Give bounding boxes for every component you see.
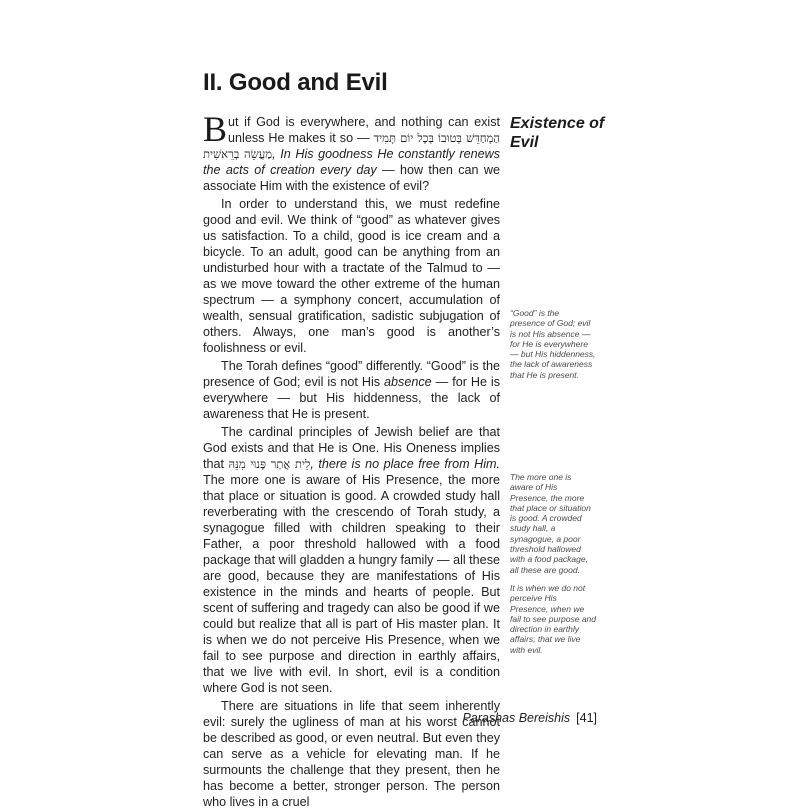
paragraph-1-tail: — how then can we associate Him with the existence of evil? <box>203 163 500 193</box>
page-number: [41] <box>576 711 597 725</box>
phrase-translation: , there is no place free from Him. <box>310 457 500 471</box>
verse-translation: , In His goodness He constantly renews the acts of creation every day <box>203 147 500 177</box>
paragraph-4-part-a: The cardinal principles of Jewish belief are that God exists and that He is One. His Oneness implies that <box>203 425 500 471</box>
body-text-column <box>203 109 501 810</box>
paragraph-3-part-b: — for He is everywhere — but His hiddenness, the lack of awareness that He is present. <box>203 375 501 421</box>
paragraph-1 <box>203 109 500 194</box>
paragraph-1-lead: ut if God is everywhere, and nothing can exist unless He makes it so — <box>228 115 500 145</box>
paragraph-5: There are situations in life that seem inherently evil: surely the ugliness of man at his worst cannot be described as good, or even neutral. But even they can serve as a vehicle for elevating man. If he surmounts the challenge that they present, then he has become a better, stronger person. The person who lives in a cruel <box>203 699 500 809</box>
paragraph-3 <box>203 358 500 422</box>
drop-cap: B <box>203 109 228 149</box>
margin-note-3: It is when we do not perceive His Presence, when we fail to see purpose and direction in earthly affairs, that we live with evil. <box>510 583 597 655</box>
chapter-heading: II. Good and Evil <box>203 69 388 96</box>
page-footer <box>400 710 597 726</box>
margin-heading: Existence of Evil <box>510 115 605 151</box>
paragraph-4 <box>203 424 500 696</box>
margin-note-2: The more one is aware of His Presence, the more that place or situation is good. A crowded study hall, a synagogue, a poor threshold hallowed with a food package, all these are good. <box>510 472 591 575</box>
hebrew-verse: הַמְחַדֵּשׁ בְּטוּבוֹ בְּכָל יוֹם תָּמִיד מַעֲשֵׂה בְרֵאשִׁית <box>203 131 500 161</box>
emphasis-absence: absence <box>384 375 432 389</box>
paragraph-2: In order to understand this, we must redefine good and evil. We think of “good” as whatever gives us satisfaction. To a child, good is ice cream and a bicycle. To an adult, good can be anything from an undisturbed hour with a tractate of the Talmud to — as we move toward the other extreme of the human spectrum — a symphony concert, accumulation of wealth, sensual gratification, sadistic subjugation of others. Always, one man’s good is another’s foolishness or evil. <box>203 197 500 355</box>
paragraph-3-part-a: The Torah defines “good” differently. “Good” is the presence of God; evil is not His <box>203 359 500 389</box>
running-head: Parashas Bereishis <box>462 711 571 725</box>
margin-note-1: “Good” is the presence of God; evil is not His absence — for He is everywhere — but His hiddenness, the lack of awareness that He is present. <box>510 308 596 380</box>
hebrew-phrase: לֵית אֲתַר פָּנוּי מִנֵּהּ <box>228 457 311 471</box>
paragraph-4-part-b: The more one is aware of His Presence, the more that place or situation is good. A crowded study hall reverberating with the crescendo of Torah study, a synagogue filled with children speaking to their Father, a poor threshold hallowed with a food package that will gladden a hungry family — all these are good, because they are manifestations of His existence in the minds and hearts of people. But scent of suffering and tragedy can also be good if we could but realize that all is part of His master plan. It is when we do not perceive His Presence, when we fail to see purpose and direction in earthly affairs, that we live with evil. In short, evil is a condition where God is not seen. <box>203 473 500 695</box>
